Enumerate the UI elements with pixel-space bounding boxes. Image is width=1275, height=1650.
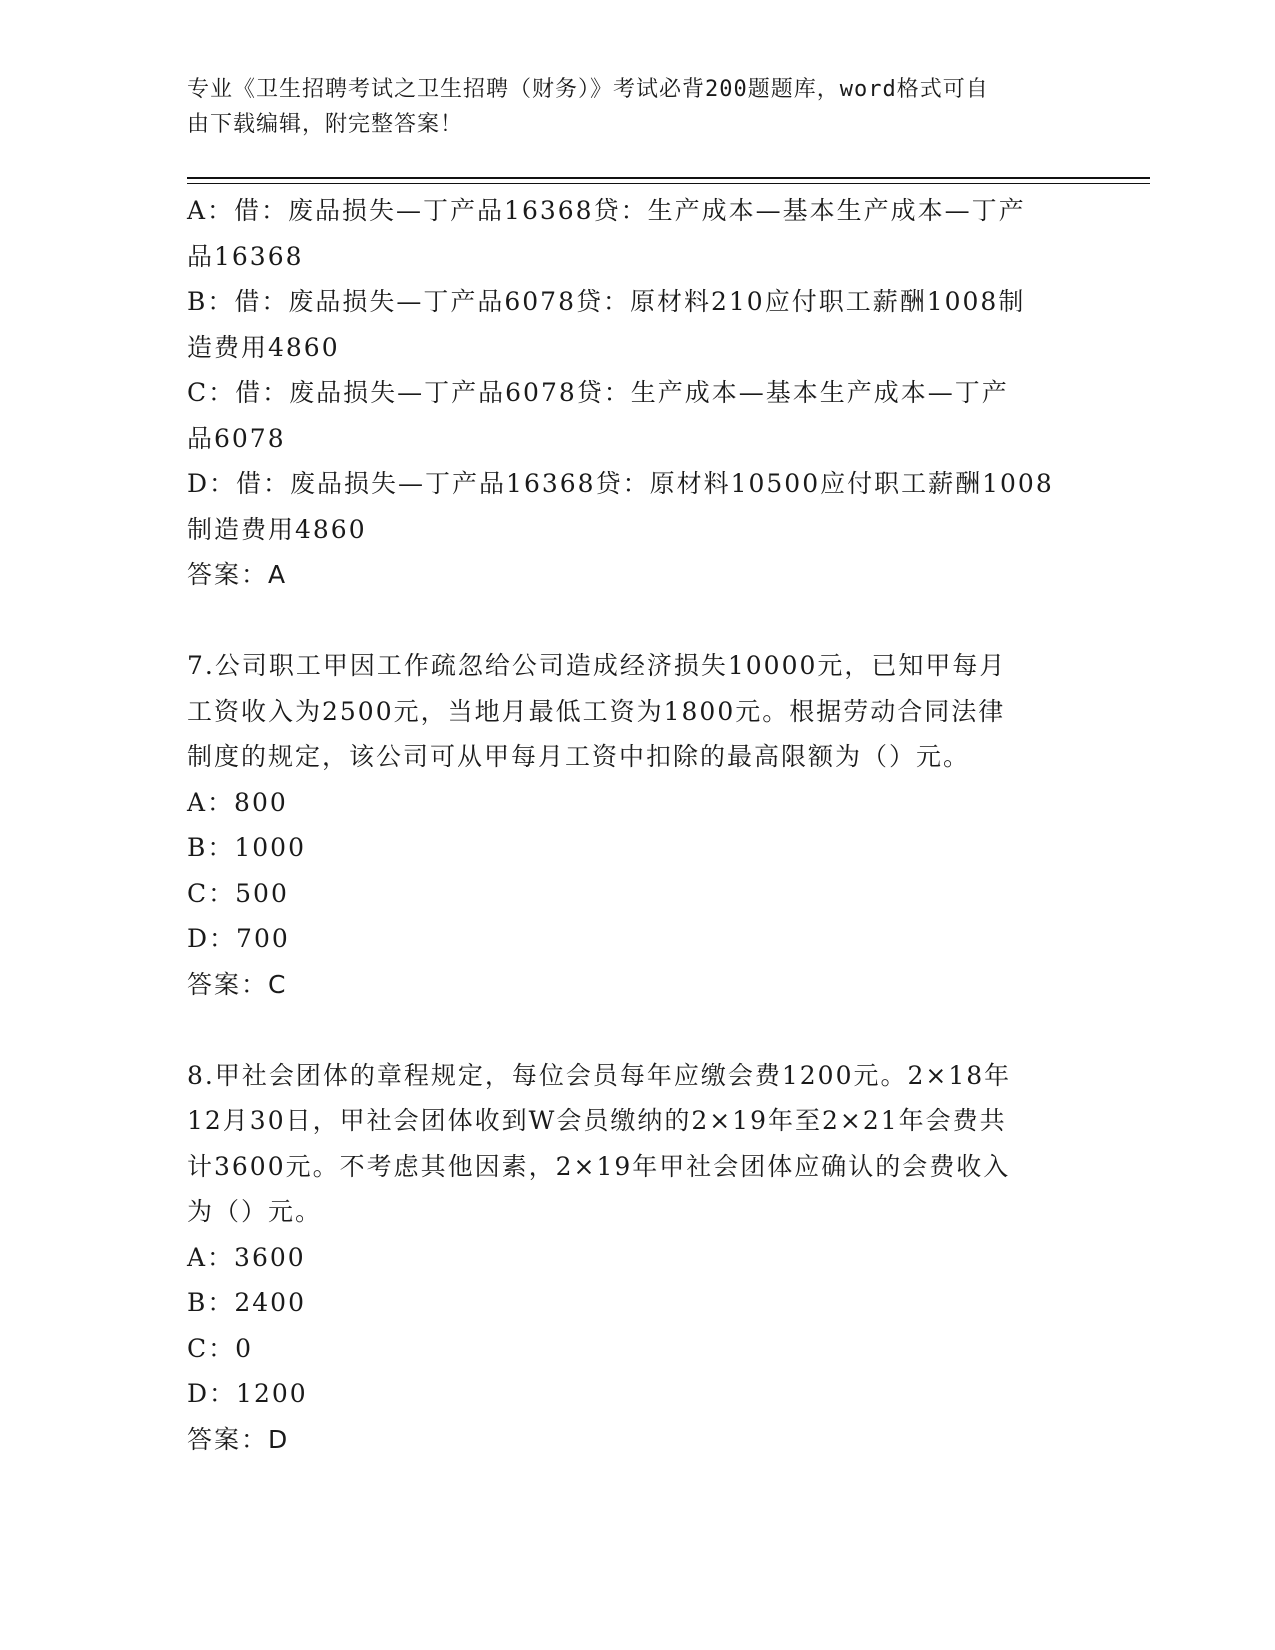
stem-line: 8.甲社会团体的章程规定，每位会员每年应缴会费1200元。2×18年	[187, 1060, 1012, 1090]
question-6-block	[187, 188, 1087, 598]
question-8-option-d: D：1200	[187, 1379, 308, 1408]
question-7-option-c: C：500	[187, 878, 289, 908]
question-7-answer: 答案：C	[187, 969, 288, 999]
question-8-answer: 答案：D	[187, 1424, 290, 1454]
question-8-option-a: A：3600	[187, 1242, 306, 1272]
header-line-1: 专业《卫生招聘考试之卫生招聘（财务）》考试必背200题题库，word格式可自	[187, 77, 989, 102]
question-7-block	[187, 643, 1087, 1007]
stem-line: 12月30日，甲社会团体收到W会员缴纳的2×19年至2×21年会费共	[187, 1106, 1007, 1135]
header-divider-thin	[187, 183, 1150, 184]
option-text: D：借：废品损失—丁产品16368贷：原材料10500应付职工薪酬1008	[187, 469, 1054, 498]
option-text: 品16368	[187, 241, 304, 271]
stem-line: 为（）元。	[187, 1197, 323, 1226]
document-body	[187, 188, 1087, 1462]
question-6-option-c	[187, 370, 1087, 461]
question-6-option-b	[187, 279, 1087, 370]
header-divider-thick	[187, 177, 1150, 179]
option-text: 品6078	[187, 423, 286, 453]
option-text: A：借：废品损失—丁产品16368贷：生产成本—基本生产成本—丁产	[187, 196, 1026, 225]
question-8-option-b: B：2400	[187, 1288, 306, 1317]
question-6-option-d	[187, 461, 1087, 552]
option-text: B：借：废品损失—丁产品6078贷：原材料210应付职工薪酬1008制	[187, 287, 1026, 316]
question-8-stem	[187, 1053, 1087, 1235]
option-text: 造费用4860	[187, 332, 340, 362]
stem-line: 计3600元。不考虑其他因素，2×19年甲社会团体应确认的会费收入	[187, 1151, 1011, 1181]
question-7-option-d: D：700	[187, 924, 290, 953]
question-8-block	[187, 1053, 1087, 1463]
spacer	[187, 1007, 1087, 1053]
option-text: C：借：废品损失—丁产品6078贷：生产成本—基本生产成本—丁产	[187, 378, 1009, 407]
question-7-stem	[187, 643, 1087, 780]
question-6-option-a	[187, 188, 1087, 279]
stem-line: 工资收入为2500元，当地月最低工资为1800元。根据劳动合同法律	[187, 696, 1006, 726]
stem-line: 制度的规定，该公司可从甲每月工资中扣除的最高限额为（）元。	[187, 742, 971, 771]
stem-line: 7.公司职工甲因工作疏忽给公司造成经济损失10000元，已知甲每月	[187, 651, 1007, 680]
question-8-option-c: C：0	[187, 1333, 254, 1363]
header-line-2: 由下载编辑，附完整答案！	[187, 112, 464, 137]
question-7-option-b: B：1000	[187, 833, 306, 862]
spacer	[187, 598, 1087, 644]
option-text: 制造费用4860	[187, 514, 367, 544]
question-6-answer: 答案：A	[187, 560, 288, 589]
document-header	[187, 72, 1087, 142]
question-7-option-a: A：800	[187, 787, 288, 817]
